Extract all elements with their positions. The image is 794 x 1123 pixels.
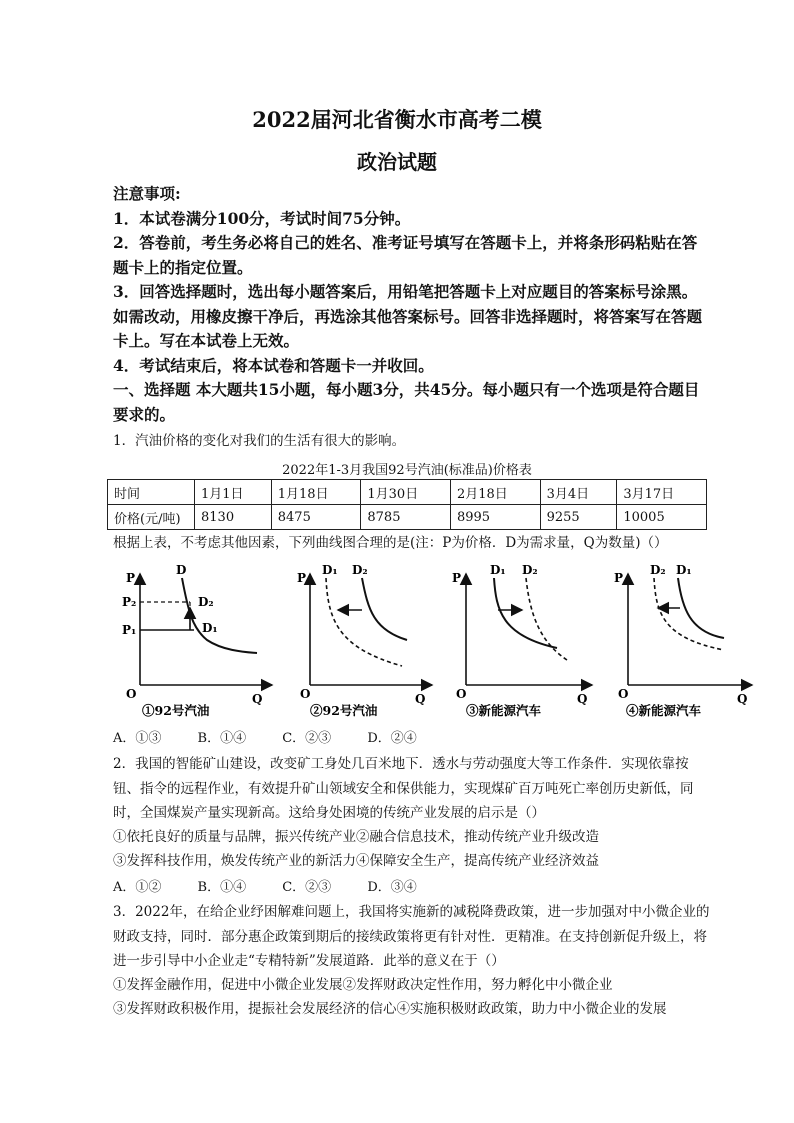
graph-caption: ②92号汽油 bbox=[310, 703, 378, 718]
table-cell: 1月30日 bbox=[361, 480, 451, 505]
exam-subtitle: 政治试题 bbox=[357, 150, 437, 174]
curve-label-d1: D₁ bbox=[490, 563, 506, 577]
notice-item: 3．回答选择题时，选出每小题答案后，用铅笔把答题卡上对应题目的答案标号涂黑。如需改动，用橡皮擦干净后，再选涂其他答案标号。回答非选择题时，将答案写在答题卡上。写在本试卷上无效。 bbox=[113, 282, 703, 350]
q3-stem: 3．2022年，在给企业纾困解难问题上，我国将实施新的减税降费政策，进一步加强对中小微企业的财政支持，同时．部分惠企政策到期后的接续政策将更有针对性．更精准。在支持创新促升级上，将进一步引导中小企业走“专精特新”发展道路．此举的意义在于（） bbox=[113, 904, 710, 969]
table-cell: 3月17日 bbox=[617, 480, 707, 505]
graph-caption: ①92号汽油 bbox=[142, 703, 210, 718]
graph-1 bbox=[122, 563, 272, 718]
table-cell: 3月4日 bbox=[540, 480, 617, 505]
notice-item: 1．本试卷满分100分，考试时间75分钟。 bbox=[113, 208, 411, 228]
option-d[interactable]: D．③④ bbox=[367, 880, 417, 895]
curve-label-d1: D₁ bbox=[676, 563, 692, 577]
demand-curve bbox=[182, 578, 257, 653]
price-table bbox=[107, 479, 707, 530]
graph-2 bbox=[297, 563, 432, 718]
table-cell: 2月18日 bbox=[450, 480, 540, 505]
origin-label: O bbox=[126, 687, 137, 701]
axis-label-q: Q bbox=[577, 692, 588, 706]
curve-label-d1: D₁ bbox=[202, 621, 218, 635]
table-cell: 8130 bbox=[195, 505, 272, 530]
price-label-p2: P₂ bbox=[122, 595, 137, 609]
origin-label: O bbox=[618, 687, 629, 701]
curve-label-d1: D₁ bbox=[322, 563, 338, 577]
graph-3 bbox=[452, 563, 592, 718]
table-row bbox=[108, 505, 707, 530]
demand-curve-d1 bbox=[494, 578, 557, 648]
q2-options bbox=[113, 876, 417, 895]
q1-options bbox=[113, 727, 417, 746]
axis-label-p: P bbox=[452, 571, 462, 585]
table-cell: 8995 bbox=[450, 505, 540, 530]
curve-label-d2: D₂ bbox=[352, 563, 368, 577]
notice-heading: 注意事项: bbox=[113, 184, 181, 203]
exam-title: 2022届河北省衡水市高考二模 bbox=[252, 107, 542, 132]
axis-label-q: Q bbox=[737, 692, 748, 706]
q3-statements-1: ①发挥金融作用，促进中小微企业发展②发挥财政决定性作用，努力孵化中小微企业 bbox=[113, 977, 613, 993]
section-heading: 一、选择题 本大题共15小题，每小题3分，共45分。每小题只有一个选项是符合题目要求的。 bbox=[113, 380, 700, 424]
q3-statements-2: ③发挥财政积极作用，提振社会发展经济的信心④实施积极财政政策，助力中小微企业的发展 bbox=[113, 1001, 667, 1017]
demand-curve-d1 bbox=[678, 578, 724, 638]
option-b[interactable]: B．①④ bbox=[197, 880, 247, 895]
table-cell: 1月1日 bbox=[195, 480, 272, 505]
table-cell: 8475 bbox=[271, 505, 361, 530]
option-d[interactable]: D．②④ bbox=[367, 731, 417, 746]
price-label-p1: P₁ bbox=[122, 623, 137, 637]
origin-label: O bbox=[300, 687, 311, 701]
q1-prompt: 根据上表，不考虑其他因素，下列曲线图合理的是(注：P为价格．D为需求量，Q为数量)（） bbox=[113, 535, 668, 551]
q1-stem: 1．汽油价格的变化对我们的生活有很大的影响。 bbox=[113, 433, 406, 449]
option-c[interactable]: C．②③ bbox=[282, 731, 332, 746]
curve-label-d2: D₂ bbox=[650, 563, 666, 577]
demand-curve-graphs bbox=[112, 560, 792, 720]
axis-label-p: P bbox=[297, 571, 307, 585]
graph-caption: ④新能源汽车 bbox=[626, 703, 702, 718]
axis-label-q: Q bbox=[415, 692, 426, 706]
notice-item: 4．考试结束后，将本试卷和答题卡一并收回。 bbox=[113, 355, 434, 375]
notice-block bbox=[113, 182, 703, 378]
q2-stem: 2．我国的智能矿山建设，改变矿工身处几百米地下．透水与劳动强度大等工作条件．实现依靠按钮、指令的远程作业，有效提升矿山领域安全和保供能力，实现煤矿百万吨死亡率创历史新低，同时，全国煤炭产量实现新高。这给身处困境的传统产业发展的启示是（） bbox=[113, 756, 694, 821]
option-c[interactable]: C．②③ bbox=[282, 880, 332, 895]
notice-item: 2．答卷前，考生务必将自己的姓名、准考证号填写在答题卡上，并将条形码粘贴在答题卡上的指定位置。 bbox=[113, 233, 698, 277]
table-cell: 1月18日 bbox=[271, 480, 361, 505]
q2-statements-2: ③发挥科技作用，焕发传统产业的新活力④保障安全生产，提高传统产业经济效益 bbox=[113, 853, 599, 869]
axis-label-q: Q bbox=[252, 692, 263, 706]
option-a[interactable]: A．①② bbox=[113, 880, 162, 895]
table-cell: 9255 bbox=[540, 505, 617, 530]
table-row bbox=[108, 480, 707, 505]
curve-label-d2: D₂ bbox=[522, 563, 538, 577]
q1-table-caption: 2022年1-3月我国92号汽油(标准品)价格表 bbox=[282, 463, 532, 478]
table-cell: 10005 bbox=[617, 505, 707, 530]
demand-curve-d2 bbox=[526, 578, 567, 660]
q2-statements-1: ①依托良好的质量与品牌，振兴传统产业②融合信息技术，推动传统产业升级改造 bbox=[113, 829, 599, 845]
table-cell: 8785 bbox=[361, 505, 451, 530]
axis-label-p: P bbox=[614, 571, 624, 585]
option-b[interactable]: B．①④ bbox=[197, 731, 247, 746]
curve-label-d: D bbox=[176, 563, 187, 577]
option-a[interactable]: A．①③ bbox=[113, 731, 162, 746]
origin-label: O bbox=[456, 687, 467, 701]
graph-caption: ③新能源汽车 bbox=[466, 703, 542, 718]
demand-curve-d2 bbox=[362, 578, 407, 640]
axis-label-p: P bbox=[126, 571, 136, 585]
graph-4 bbox=[614, 563, 752, 718]
table-cell: 价格(元/吨) bbox=[108, 505, 195, 530]
table-cell: 时间 bbox=[108, 480, 195, 505]
curve-label-d2: D₂ bbox=[198, 595, 214, 609]
